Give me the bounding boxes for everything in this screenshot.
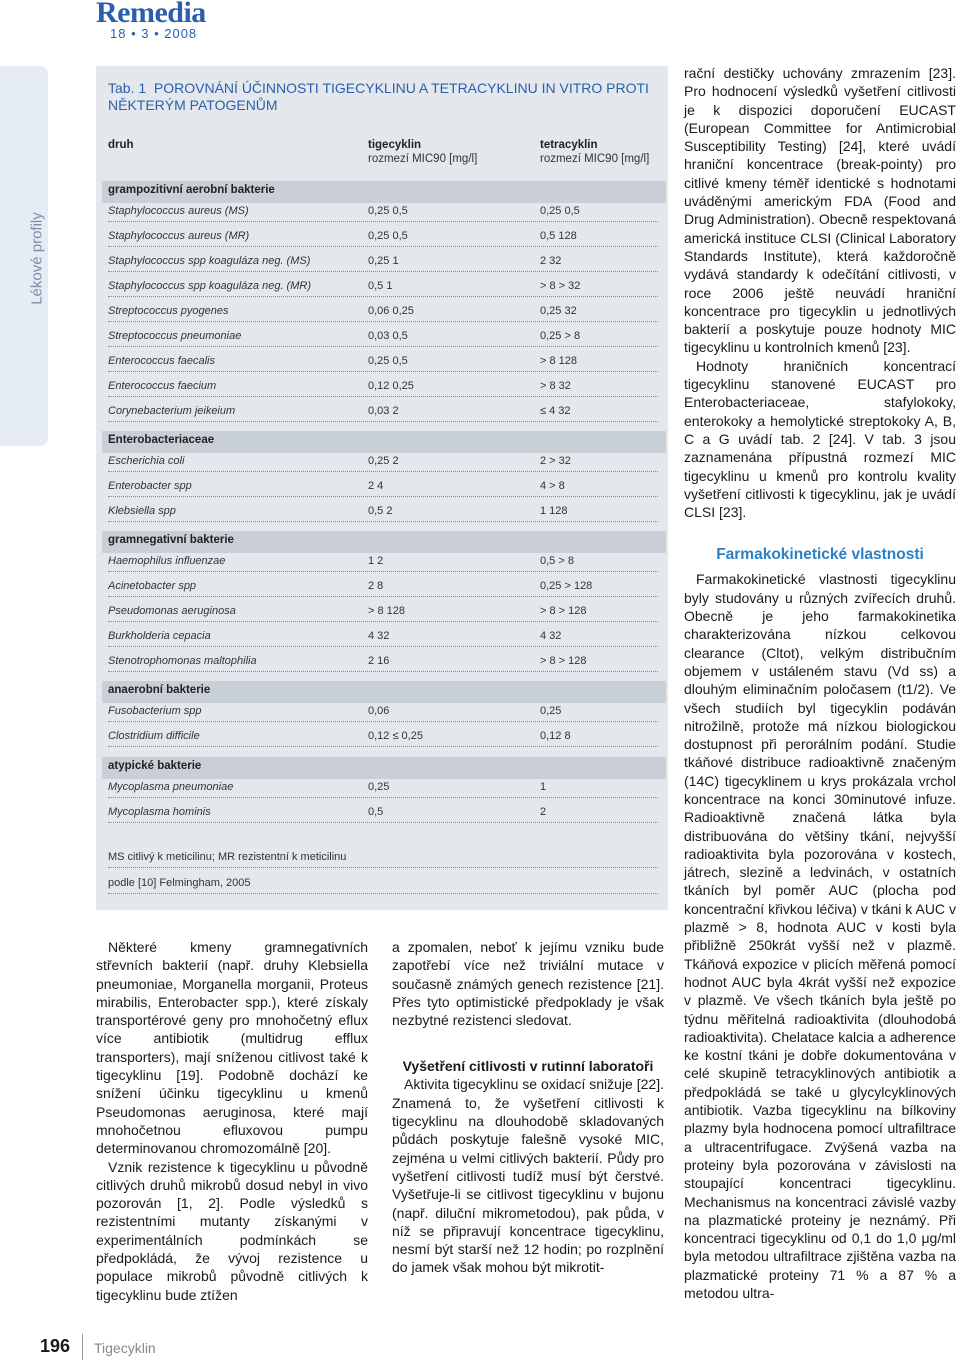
text-column-right <box>684 64 956 1302</box>
table-row <box>108 781 658 798</box>
species-cell: Pseudomonas aeruginosa <box>108 605 236 617</box>
species-cell: Stenotrophomonas maltophilia <box>108 655 257 667</box>
group-header: grampozitivní aerobní bakterie <box>102 181 666 203</box>
col-header-species: druh <box>108 139 134 151</box>
table-number: Tab. 1 <box>108 80 147 96</box>
species-cell: Escherichia coli <box>108 455 185 467</box>
table-row <box>108 730 658 747</box>
species-cell: Staphylococcus aureus (MS) <box>108 205 249 217</box>
tetracyclin-mic-cell: 4 > 8 <box>540 480 565 492</box>
col-header-tigecyclin: tigecyklin rozmezí MIC90 [mg/l] <box>368 139 478 165</box>
tetracyclin-mic-cell: 0,25 > 128 <box>540 580 593 592</box>
tetracyclin-mic-cell: > 8 128 <box>540 355 578 367</box>
paragraph: Vznik rezistence k tigecyklinu u původně citlivých druhů mikrobů dosud nebyl in vivo pozorován [1, 2]. Podle výsledků s rezistentními mutanty získanými v experimentálních podmínkách se předpokládá, že vývoj rezistence u populace mikrobů původně citlivých k tigecyklinu bude ztížen <box>96 1158 368 1303</box>
tigecyclin-mic-cell: 1 2 <box>368 555 384 567</box>
tigecyclin-mic-cell: 0,5 <box>368 806 384 818</box>
tigecyclin-mic-cell: 0,03 0,5 <box>368 330 408 342</box>
tetracyclin-mic-cell: 2 > 32 <box>540 455 571 467</box>
tigecyclin-mic-cell: 2 4 <box>368 480 384 492</box>
tetracyclin-mic-cell: 1 128 <box>540 505 568 517</box>
table-row <box>108 380 658 397</box>
paragraph: Některé kmeny gramnegativních střevních bakterií (např. druhy Klebsiella pneumoniae, Morganella morganii, Proteus mirabilis, Enterobacter spp.), které získaly transportérové geny pro mnohočetný eflux více antibiotik (multidrug efflux transporters), mají sníženou citlivost také k tigecyklinu [19]. Podobně dochází ke snížení účinku tigecyklinu u kmenů Pseudomonas aeruginosa, které mají mnohočetnou efluxovou pumpu determinovanou chromozomálně [20]. <box>96 939 368 1157</box>
species-cell: Streptococcus pneumoniae <box>108 330 242 342</box>
table-title-text: POROVNÁNÍ ÚČINNOSTI TIGECYKLINU A TETRACYKLINU IN VITRO PROTI NĚKTERÝM PATOGENŮM <box>108 80 649 113</box>
footer-divider <box>82 1334 83 1360</box>
species-cell: Staphylococcus spp koaguláza neg. (MR) <box>108 280 311 292</box>
tigecyclin-mic-cell: 2 8 <box>368 580 384 592</box>
table-row <box>108 455 658 472</box>
tigecyclin-mic-cell: > 8 128 <box>368 605 406 617</box>
species-cell: Staphylococcus aureus (MR) <box>108 230 250 242</box>
group-header: gramnegativní bakterie <box>102 531 666 553</box>
tetracyclin-mic-cell: ≤ 4 32 <box>540 405 571 417</box>
table-row <box>108 330 658 347</box>
species-cell: Corynebacterium jeikeium <box>108 405 236 417</box>
tigecyclin-mic-cell: 0,25 <box>368 781 390 793</box>
species-cell: Streptococcus pyogenes <box>108 305 229 317</box>
tetracyclin-mic-cell: 4 32 <box>540 630 562 642</box>
tigecyclin-mic-cell: 0,25 0,5 <box>368 230 408 242</box>
table-row <box>108 705 658 722</box>
table-row <box>108 655 658 672</box>
tigecyclin-mic-cell: 0,25 1 <box>368 255 399 267</box>
brand-logo: Remedia <box>96 0 206 29</box>
group-header: anaerobní bakterie <box>102 681 666 703</box>
tetracyclin-mic-cell: > 8 > 32 <box>540 280 581 292</box>
species-cell: Acinetobacter spp <box>108 580 197 592</box>
section-heading: Farmakokinetické vlastnosti <box>716 546 924 564</box>
species-cell: Klebsiella spp <box>108 505 176 517</box>
tigecyclin-mic-cell: 4 32 <box>368 630 390 642</box>
paragraph: Aktivita tigecyklinu se oxidací snižuje [22]. Znamená to, že vyšetření citlivosti k tigecyklinu na dlouhodobě skladovaných půdách poskytuje falešně vysoké MIC, zejména u velmi citlivých bakterií. Půdy pro vyšetření citlivosti tudíž musí být čerstvé. Vyšetřuje-li se citlivost tigecyklinu v bujonu (např. diluční mikrometodou), pak půda, v níž se připravují koncentrace tigecyklinu, nesmí být starší než 12 hodin; po rozplnění do jamek však mohou být mikrotit- <box>392 1076 664 1276</box>
species-cell: Haemophilus influenzae <box>108 555 226 567</box>
tigecyclin-mic-cell: 0,06 <box>368 705 390 717</box>
paragraph: a zpomalen, neboť k jejímu vzniku bude zapotřebí více než triviální mutace v současně známých genech rezistence [21]. Přes tyto optimistické předpoklady je však nezbytné rezistenci sledovat. <box>392 939 664 1029</box>
table-row <box>108 280 658 297</box>
tetracyclin-mic-cell: 0,25 > 8 <box>540 330 581 342</box>
tetracyclin-mic-cell: 2 <box>540 806 547 818</box>
tetracyclin-mic-cell: 0,12 8 <box>540 730 571 742</box>
issue-date: 18 • 3 • 2008 <box>110 26 198 41</box>
group-header: Enterobacteriaceae <box>102 431 666 453</box>
table-row <box>108 480 658 497</box>
text-column-left <box>96 938 368 1304</box>
species-cell: Mycoplasma pneumoniae <box>108 781 234 793</box>
table-row <box>108 305 658 322</box>
table-row <box>108 630 658 647</box>
col-header-tetracyclin: tetracyklin rozmezí MIC90 [mg/l] <box>540 139 650 165</box>
tigecyclin-mic-cell: 0,25 0,5 <box>368 355 408 367</box>
tigecyclin-mic-cell: 0,12 0,25 <box>368 380 414 392</box>
table-row <box>108 555 658 572</box>
table-row <box>108 205 658 222</box>
tigecyclin-mic-cell: 0,25 2 <box>368 455 399 467</box>
table-row <box>108 505 658 522</box>
section-heading: Vyšetření citlivosti v rutinní laboratoři <box>402 1058 654 1075</box>
table-row <box>108 605 658 622</box>
page-number: 196 <box>40 1336 71 1356</box>
table-row <box>108 580 658 597</box>
tetracyclin-mic-cell: 2 32 <box>540 255 562 267</box>
table-note-source: podle [10] Felmingham, 2005 <box>108 877 658 894</box>
table-row <box>108 255 658 272</box>
table-note-abbrev: MS citlivý k meticilinu; MR rezistentní k meticilinu <box>108 851 658 868</box>
tetracyclin-mic-cell: 0,25 <box>540 705 562 717</box>
tigecyclin-mic-cell: 0,5 1 <box>368 280 393 292</box>
tetracyclin-mic-cell: 1 <box>540 781 547 793</box>
tigecyclin-mic-cell: 2 16 <box>368 655 390 667</box>
species-cell: Fusobacterium spp <box>108 705 202 717</box>
paragraph: Hodnoty hraničních koncentrací tigecyklinu stanovené EUCAST pro Enterobacteriaceae, stafylokoky, enterokoky a hemolytické streptokoky A, B, C a G uvádí tab. 2 [24]. V tab. 3 jsou zaznamenána přípustná rozmezí MIC tigecyklinu u kmenů pro kontrolu kvality vyšetření citlivosti k tigecyklinu, jak je uvádí CLSI [23]. <box>684 357 956 521</box>
tetracyclin-mic-cell: > 8 > 128 <box>540 655 587 667</box>
tetracyclin-mic-cell: 0,25 0,5 <box>540 205 580 217</box>
tigecyclin-mic-cell: 0,5 2 <box>368 505 393 517</box>
tigecyclin-mic-cell: 0,03 2 <box>368 405 399 417</box>
paragraph: rační destičky uchovány zmrazením [23]. Pro hodnocení výsledků vyšetření citlivosti je k dispozici doporučení EUCAST (European Committee for Antimicrobial Susceptibility Testing) [24], které uvádí hraniční koncentrace (break-pointy) pro citlivé kmeny téměř identické s hodnotami uváděnými americkým FDA (Food and Drug Administration). Obecně respektovaná americká instituce CLSI (Clinical Laboratory Standards Institute), která každoročně vydává standardy k odečítání citlivosti, v roce 2006 ještě neuvádí hraniční koncentrace pro tigecyklin u jednotlivých bakterií a poskytuje pouze hodnoty MIC tigecyklinu u kontrolních kmenů [23]. <box>684 65 956 356</box>
tetracyclin-mic-cell: 0,25 32 <box>540 305 577 317</box>
species-cell: Mycoplasma hominis <box>108 806 211 818</box>
tigecyclin-mic-cell: 0,25 0,5 <box>368 205 408 217</box>
table-row <box>108 230 658 247</box>
tetracyclin-mic-cell: 0,5 > 8 <box>540 555 574 567</box>
table-row <box>108 355 658 372</box>
footer-title: Tigecyklin <box>94 1340 156 1356</box>
tetracyclin-mic-cell: 0,5 128 <box>540 230 577 242</box>
tetracyclin-mic-cell: > 8 > 128 <box>540 605 587 617</box>
group-header: atypické bakterie <box>102 757 666 779</box>
species-cell: Burkholderia cepacia <box>108 630 211 642</box>
paragraph: Farmakokinetické vlastnosti tigecyklinu byly studovány u různých zvířecích druhů. Obecně je jeho farmakokinetika charakterizována nízkou celkovou clearance (Cltot), velkým distribučním objemem v ustáleném stavu (Vd ss) a dlouhým eliminačním poločasem (t1/2). Ve všech studiích byl tigecyklin podáván nitrožilně, protože má nízkou biologickou dostupnost při perorálním podání. Studie tkáňové distribuce radioaktivně značeným (14C) tigecyklinem u krys prokázala vrchol koncentrace na konci 30minutové infuze. Radioaktivně značená látka byla distribuována do většiny tkání, nejvyšší radioaktivita byla pozorována v kostech, játrech, slezině a ledvinách, v ostatních tkáních byl poměr AUC (plocha pod koncentrační křivkou léčiva) v tkáni k AUC v plazmě > 8, hodnota AUC v kosti byla přibližně 250krát vyšší než v plazmě. Tkáňová expozice v plicích měřená pomocí hodnot AUC byla 4krát vyšší než expozice v plazmě. Ve všech tkáních byla ještě po týdnu měřitelná radioaktivita (dlouhodobá radioaktivita). Chelatace kalcia a adherence ke kostní tkáni je dobře dokumentována v celé skupině tetracyklinových antibiotik a předpokládá se také u glycylcyklinových antibiotik. Vazba tigecyklinu na bílkoviny plazmy byla hodnocena pomocí ultrafiltrace a ultracentrifugace. Zvýšená vazba na proteiny byla pozorována v závislosti na stoupající koncentraci tigecyklinu. Mechanismus na koncentraci závislé vazby na plazmatické proteiny je neznámý. Při koncentraci tigecyklinu od 0,1 do 1,0 μg/ml byla metodou ultrafiltrace zjištěna vazba na plazmatické proteiny 71 % a 87 % a metodou ultra- <box>684 571 956 1301</box>
species-cell: Enterobacter spp <box>108 480 192 492</box>
species-cell: Enterococcus faecalis <box>108 355 215 367</box>
species-cell: Enterococcus faecium <box>108 380 217 392</box>
section-label: Lékové profily <box>28 212 46 305</box>
tetracyclin-mic-cell: > 8 32 <box>540 380 571 392</box>
tigecyclin-mic-cell: 0,06 0,25 <box>368 305 414 317</box>
table-title <box>108 80 658 114</box>
table-row <box>108 405 658 422</box>
species-cell: Clostridium difficile <box>108 730 200 742</box>
species-cell: Staphylococcus spp koaguláza neg. (MS) <box>108 255 311 267</box>
table-row <box>108 806 658 823</box>
tigecyclin-mic-cell: 0,12 ≤ 0,25 <box>368 730 423 742</box>
text-column-middle <box>392 938 664 1277</box>
